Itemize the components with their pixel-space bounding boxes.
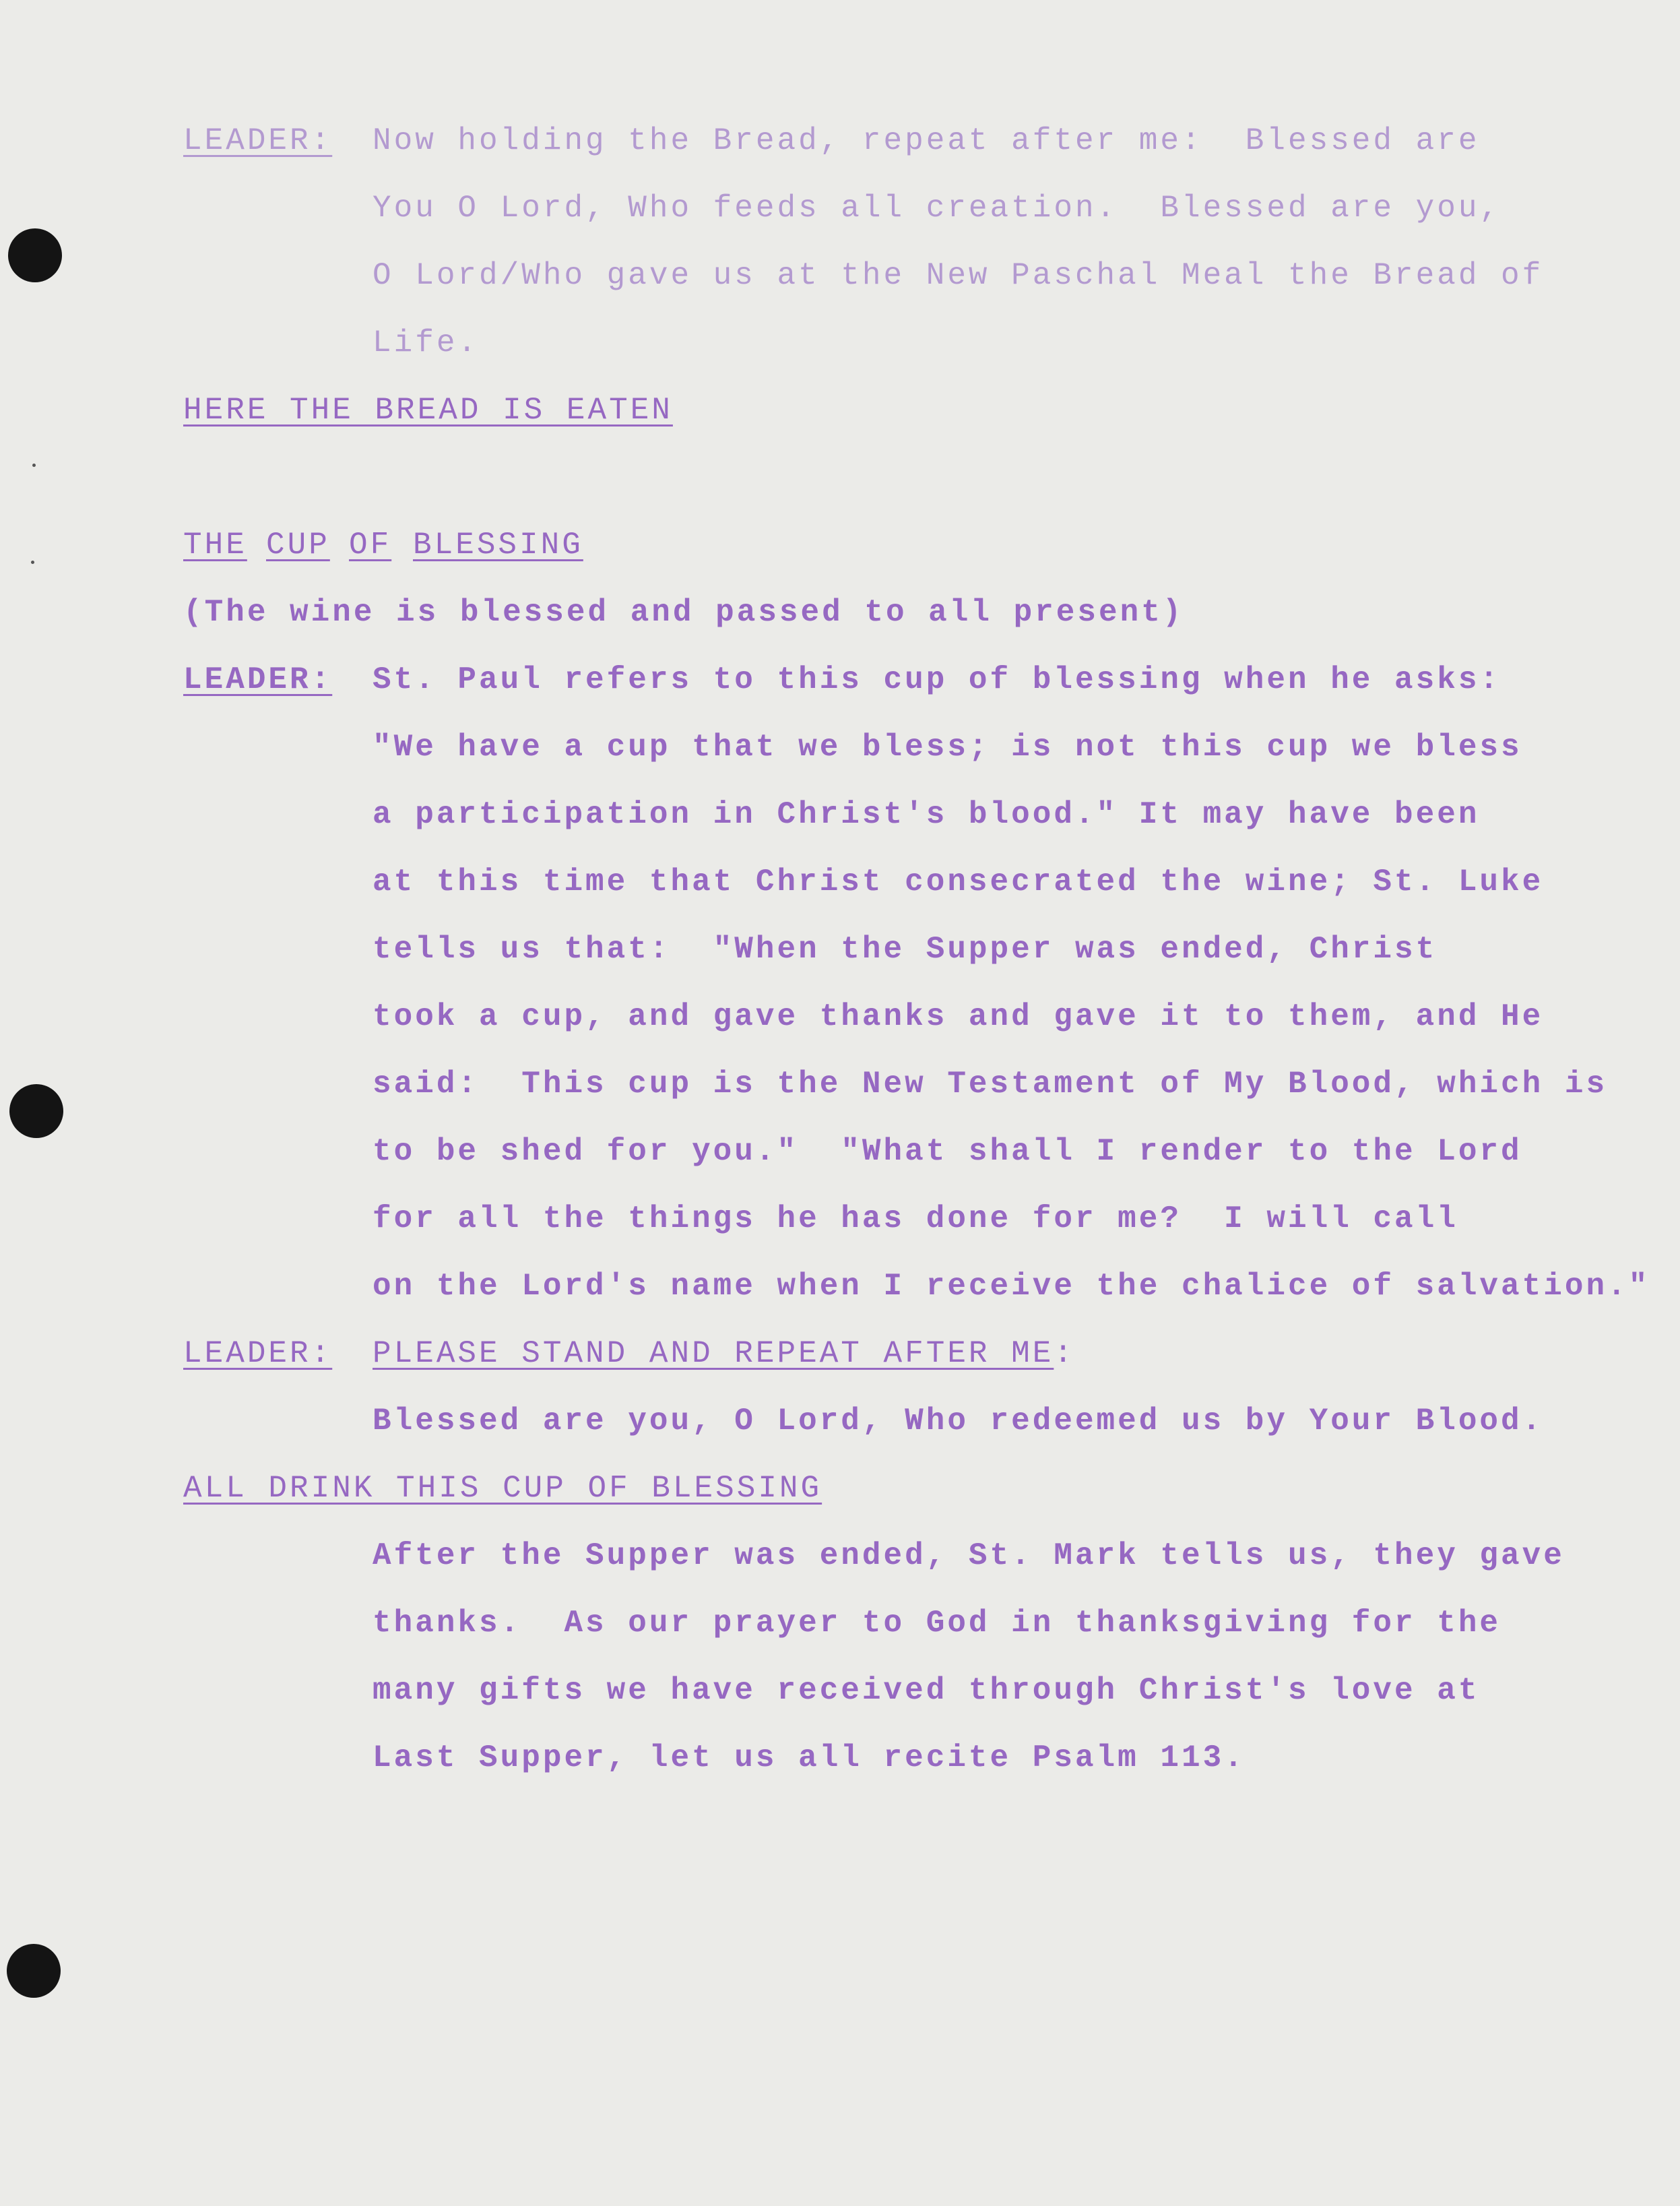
text-line: for all the things he has done for me? I will call [373,1201,1458,1236]
text-line: tells us that: "When the Supper was ended, Christ [373,932,1437,967]
text-line: took a cup, and gave thanks and gave it to them, and He [373,999,1544,1034]
text-line: to be shed for you." "What shall I render to the Lord [373,1134,1522,1169]
punch-hole-top [8,228,62,282]
text-line: on the Lord's name when I receive the chalice of salvation." [373,1269,1650,1304]
paper-speck [32,464,36,467]
punch-hole-bottom [7,1944,61,1998]
text-line: After the Supper was ended, St. Mark tells us, they gave [373,1538,1565,1573]
text-line: Life. [373,325,480,360]
paper-speck [31,561,34,564]
text-line: at this time that Christ consecrated the wine; St. Luke [373,864,1544,900]
heading-word: THE [183,528,247,563]
speaker-label-leader-1: LEADER: [183,123,333,158]
text-line: a participation in Christ's blood." It may have been [373,797,1480,832]
response-line: Blessed are you, O Lord, Who redeemed us by Your Blood. [373,1404,1544,1439]
speaker-label-leader-3: LEADER: [183,1336,333,1371]
heading-word: CUP [266,528,330,563]
cup-instruction: (The wine is blessed and passed to all present) [183,595,1184,630]
heading-word: BLESSING [413,528,583,563]
stand-instruction [373,1333,1075,1374]
text-line: many gifts we have received through Christ's love at [373,1673,1480,1708]
text-line: O Lord/Who gave us at the New Paschal Meal the Bread of [373,258,1544,293]
text-line: You O Lord, Who feeds all creation. Blessed are you, [373,191,1501,226]
text-line: thanks. As our prayer to God in thanksgiving for the [373,1606,1501,1641]
text-line: Last Supper, let us all recite Psalm 113. [373,1740,1246,1775]
punch-hole-middle [9,1084,63,1138]
stand-instruction-colon: : [1054,1336,1075,1371]
text-line: said: This cup is the New Testament of My Blood, which is [373,1067,1608,1102]
text-line: St. Paul refers to this cup of blessing when he asks: [373,662,1501,697]
stand-instruction-text: PLEASE STAND AND REPEAT AFTER ME [373,1336,1054,1371]
text-line: "We have a cup that we bless; is not this cup we bless [373,730,1522,765]
speaker-label-leader-2: LEADER: [183,662,333,697]
heading-bread-eaten: HERE THE BREAD IS EATEN [183,393,673,428]
heading-word: OF [349,528,392,563]
heading-drink-cup: ALL DRINK THIS CUP OF BLESSING [183,1471,822,1506]
text-line: Now holding the Bread, repeat after me: Blessed are [373,123,1480,158]
